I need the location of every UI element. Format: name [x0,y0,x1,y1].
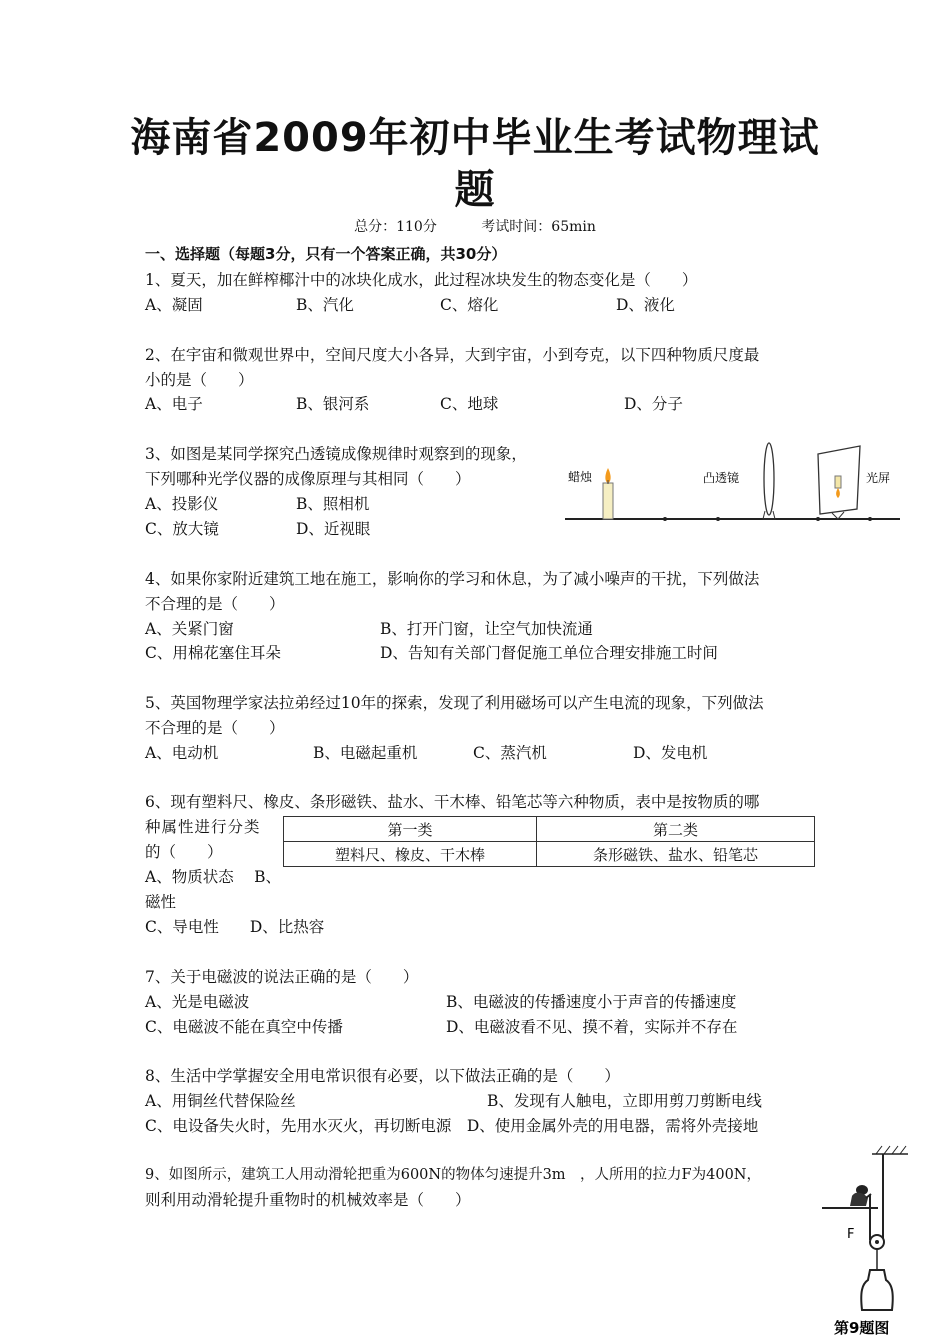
q7-option-a: A、光是电磁波 [145,993,250,1011]
q2-stem-1: 2、在宇宙和微观世界中，空间尺度大小各异，大到宇宙，小到夸克，以下四种物质尺度最 [145,346,760,364]
q3-option-c: C、放大镜 [145,520,219,538]
q4-stem-1: 4、如果你家附近建筑工地在施工，影响你的学习和休息，为了减小噪声的干扰，下列做法 [145,570,760,588]
figure-caption: 第9题图 [834,1319,890,1337]
force-label: F [847,1227,855,1242]
q8-option-a: A、用铜丝代替保险丝 [145,1092,296,1110]
q7-option-c: C、电磁波不能在真空中传播 [145,1018,343,1036]
exam-title [120,112,830,216]
title-line-2: 题 [454,167,496,213]
q2-option-a: A、电子 [145,395,203,413]
q1-option-a: A、凝固 [145,296,203,314]
q6-options-cd: C、导电性 D、比热容 [145,918,325,936]
q2-option-b: B、银河系 [296,395,370,413]
q5-option-d: D、发电机 [633,744,708,762]
q9-stem-2: 则利用动滑轮提升重物时的机械效率是（ ） [145,1191,471,1209]
q3-option-a: A、投影仪 [145,495,219,513]
q4-stem-2: 不合理的是（ ） [145,595,285,613]
weight-icon [861,1270,893,1310]
q4-option-c: C、用棉花塞住耳朵 [145,644,281,662]
table-cell: 塑料尺、橡皮、干木棒 [284,842,537,867]
q4-option-a: A、关紧门窗 [145,620,234,638]
q7-option-b: B、电磁波的传播速度小于声音的传播速度 [446,993,737,1011]
q1-stem: 1、夏天，加在鲜榨椰汁中的冰块化成水，此过程冰块发生的物态变化是（ ） [145,271,698,289]
q6-stem-3: 的（ ） [145,843,223,861]
table-row [284,842,815,867]
candle-icon [603,468,613,519]
ceiling-hatch-icon [872,1146,908,1154]
table-header-cell: 第二类 [536,817,814,842]
q5-option-a: A、电动机 [145,744,219,762]
q6-option-b-continued: 磁性 [145,893,177,911]
q4-option-b: B、打开门窗，让空气加快流通 [380,620,593,638]
q1-option-d: D、液化 [616,296,675,314]
q5-option-c: C、蒸汽机 [473,744,547,762]
q3-option-b: B、照相机 [296,495,370,513]
q2-stem-2: 小的是（ ） [145,371,254,389]
q8-options-cd: C、电设备失火时，先用水灭火，再切断电源 D、使用金属外壳的用电器，需将外壳接地 [145,1117,759,1135]
q7-option-d: D、电磁波看不见、摸不着，实际并不存在 [446,1018,738,1036]
q7-stem: 7、关于电磁波的说法正确的是（ ） [145,968,419,986]
exam-time: 考试时间：65min [481,219,596,235]
section-heading: 一、选择题（每题3分，只有一个答案正确，共30分） [145,245,507,263]
convex-lens-icon [763,443,775,519]
q3-option-d: D、近视眼 [296,520,371,538]
q9-stem-1: 9、如图所示，建筑工人用动滑轮把重为600N的物体匀速提升3m ，人所用的拉力F为400N， [145,1167,761,1183]
screen-label: 光屏 [866,471,891,485]
table-header-row [284,817,815,842]
table-cell: 条形磁铁、盐水、铅笔芯 [536,842,814,867]
q1-option-c: C、熔化 [440,296,499,314]
lens-label: 凸透镜 [703,471,740,485]
exam-meta [0,216,950,236]
q9-pulley-figure [820,1140,948,1340]
q6-options-ab: A、物质状态 B、 [145,868,282,886]
q2-option-d: D、分子 [624,395,683,413]
total-score: 总分：110分 [354,219,437,235]
q1-option-b: B、汽化 [296,296,354,314]
title-line-1: 海南省2009年初中毕业生考试物理试 [130,115,820,161]
q8-stem: 8、生活中学掌握安全用电常识很有必要，以下做法正确的是（ ） [145,1067,620,1085]
q3-stem-2: 下列哪种光学仪器的成像原理与其相同（ ） [145,470,471,488]
q3-lens-figure [560,436,905,528]
q5-stem-2: 不合理的是（ ） [145,719,285,737]
q6-stem-1: 6、现有塑料尺、橡皮、条形磁铁、盐水、干木棒、铅笔芯等六种物质，表中是按物质的哪 [145,793,760,811]
q5-stem-1: 5、英国物理学家法拉弟经过10年的探索，发现了利用磁场可以产生电流的现象，下列做法 [145,694,764,712]
q6-stem-2: 种属性进行分类 [145,818,261,836]
q6-classification-table [283,816,815,867]
movable-pulley-icon [870,1235,884,1270]
candle-label: 蜡烛 [568,470,593,484]
q3-stem-1: 3、如图是某同学探究凸透镜成像规律时观察到的现象， [145,445,527,463]
screen-icon [818,446,860,519]
table-header-cell: 第一类 [284,817,537,842]
q8-option-b: B、发现有人触电，立即用剪刀剪断电线 [487,1092,762,1110]
q5-option-b: B、电磁起重机 [313,744,418,762]
q2-option-c: C、地球 [440,395,499,413]
q4-option-d: D、告知有关部门督促施工单位合理安排施工时间 [380,644,718,662]
